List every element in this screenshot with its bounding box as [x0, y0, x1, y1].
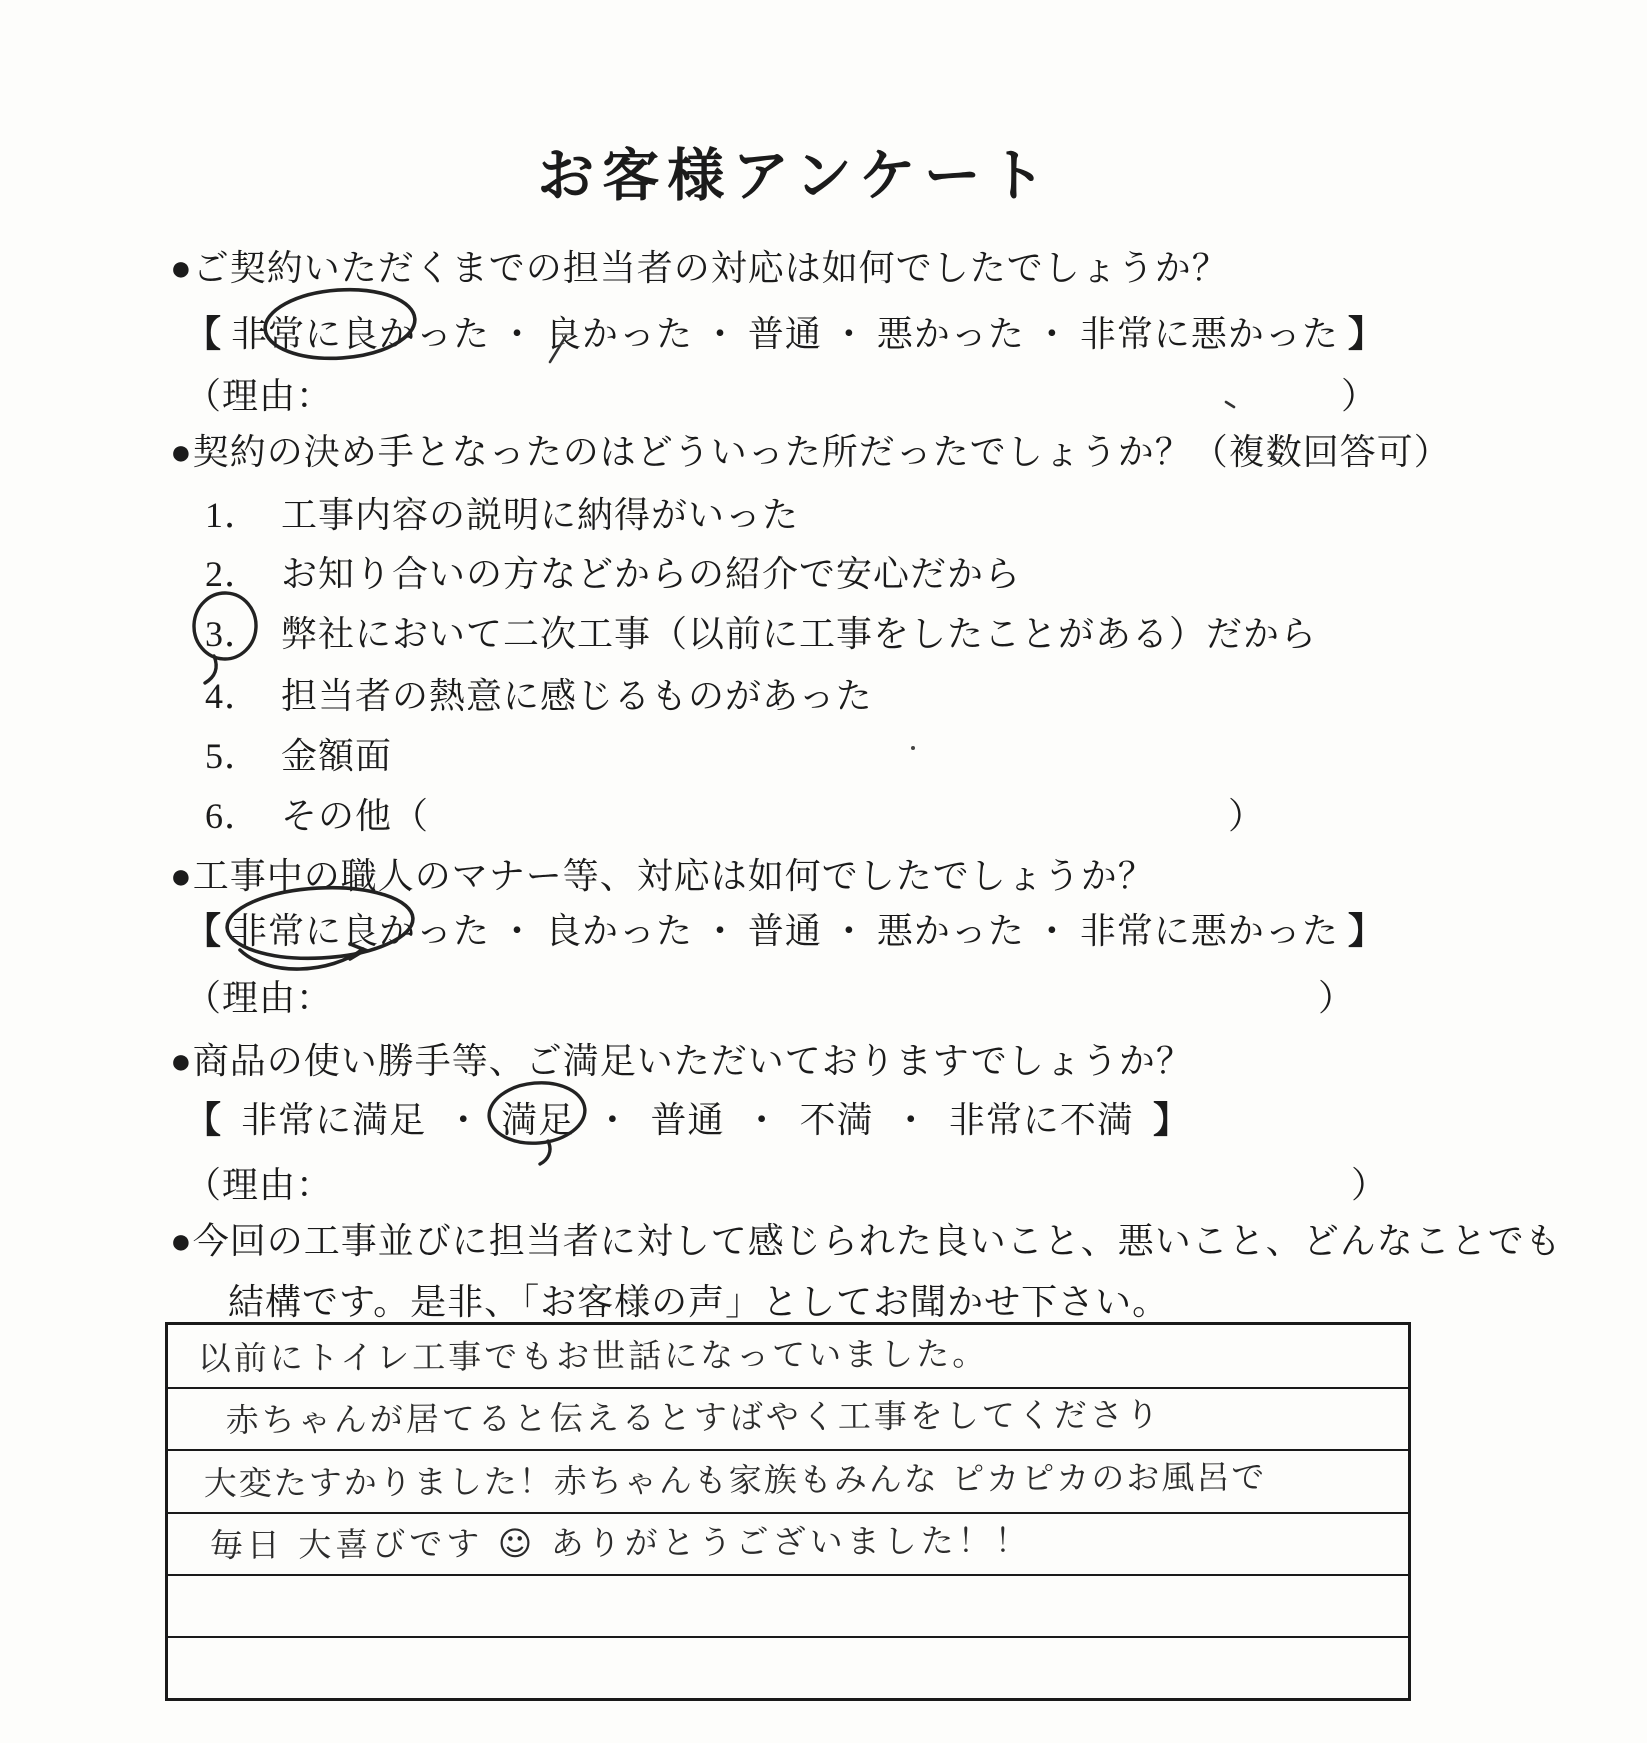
- question-4-options: [185, 1092, 1190, 1143]
- q3-option-very-good: 非常に良かった: [230, 911, 490, 951]
- option-separator: ・: [1033, 911, 1071, 951]
- item-text: 弊社において二次工事（以前に工事をしたことがある）だから: [281, 614, 1318, 654]
- handwritten-text: 以前にトイレ工事でもお世話になっていました。: [197, 1334, 989, 1378]
- option-separator: ・: [830, 314, 868, 354]
- q2-item-4: [205, 668, 873, 719]
- item-text: 担当者の熱意に感じるものがあった: [281, 676, 873, 716]
- question-5-label-line1: ●今回の工事並びに担当者に対して感じられた良いこと、悪いこと、どんなことでも: [170, 1221, 1562, 1261]
- comment-box: [165, 1322, 1411, 1701]
- q4-option-normal: 普通: [650, 1100, 725, 1140]
- reason-close-paren: ）: [1340, 376, 1378, 416]
- comment-row-2: [168, 1387, 1408, 1449]
- q2-item-5: [205, 728, 392, 779]
- option-separator: ・: [701, 314, 739, 354]
- option-separator: ・: [445, 1100, 483, 1140]
- option-separator: ・: [498, 911, 536, 951]
- item-text: 工事内容の説明に納得がいった: [281, 495, 800, 535]
- question-1-reason-line: [185, 368, 1378, 419]
- q3-option-very-bad: 非常に悪かった: [1079, 911, 1339, 951]
- q3-option-normal: 普通: [747, 911, 822, 951]
- bracket-open: 【: [185, 911, 223, 951]
- reason-label: （理由：: [185, 376, 334, 416]
- item-number: 4．: [205, 676, 262, 716]
- bracket-open: 【: [185, 1100, 223, 1140]
- comment-row-5: [168, 1574, 1408, 1636]
- item-number: 3．: [205, 614, 262, 654]
- question-3-label: ●工事中の職人のマナー等、対応は如何でしたでしょうか？: [170, 856, 1155, 896]
- q1-option-normal: 普通: [747, 314, 822, 354]
- q1-option-good: 良かった: [544, 314, 693, 354]
- item-number: 1．: [205, 495, 262, 535]
- reason-close-paren: ）: [1317, 978, 1355, 1018]
- page-title: お客様アンケート: [537, 144, 1054, 208]
- q2-item-1: [205, 487, 799, 538]
- bracket-open: 【: [185, 314, 223, 354]
- q1-option-very-bad: 非常に悪かった: [1079, 314, 1339, 354]
- item-number: 2．: [205, 554, 262, 594]
- handwritten-text: 大変たすかりました！赤ちゃんも家族もみんな ピカピカのお風呂で: [203, 1456, 1267, 1503]
- q2-item-3: [205, 606, 1317, 657]
- comment-row-1: [168, 1325, 1408, 1387]
- reason-label: （理由：: [185, 1165, 334, 1205]
- q4-option-very-satisfied: 非常に満足: [241, 1100, 427, 1140]
- q2-item-2: [205, 546, 1021, 597]
- comment-row-6: [168, 1636, 1408, 1698]
- comment-row-4: [168, 1512, 1408, 1574]
- bracket-close: 】: [1347, 314, 1385, 354]
- q4-option-satisfied: 満足: [501, 1100, 576, 1140]
- q3-option-good: 良かった: [544, 911, 693, 951]
- question-1-label: ●ご契約いただくまでの担当者の対応は如何でしたでしょうか？: [170, 248, 1229, 288]
- item-text: 金額面: [281, 736, 393, 776]
- handwritten-text: 毎日 大喜びです ☺ ありがとうございました！！: [209, 1520, 1032, 1565]
- question-3-options: [185, 903, 1385, 954]
- item-text: お知り合いの方などからの紹介で安心だから: [281, 554, 1022, 594]
- comment-row-3: [168, 1449, 1408, 1511]
- q1-option-bad: 悪かった: [876, 314, 1025, 354]
- handwritten-text: [168, 1691, 198, 1698]
- option-separator: ・: [594, 1100, 632, 1140]
- item-number: 6．: [205, 796, 262, 836]
- question-2-label: ●契約の決め手となったのはどういった所だったでしょうか？（複数回答可）: [170, 432, 1451, 472]
- other-close-paren: ）: [1227, 796, 1265, 836]
- handwritten-text: [168, 1629, 198, 1636]
- q1-option-very-good: 非常に良かった: [230, 314, 490, 354]
- question-4-reason-line: [185, 1157, 1388, 1208]
- question-1-options: [185, 306, 1385, 357]
- q2-item-6: [205, 788, 1265, 839]
- option-separator: ・: [743, 1100, 781, 1140]
- q3-option-bad: 悪かった: [876, 911, 1025, 951]
- option-separator: ・: [701, 911, 739, 951]
- reason-label: （理由：: [185, 978, 334, 1018]
- option-separator: ・: [1033, 314, 1071, 354]
- handwritten-text: 赤ちゃんが居てると伝えるとすばやく工事をしてくださり: [225, 1395, 1162, 1440]
- option-separator: ・: [892, 1100, 930, 1140]
- q4-option-very-dissatisfied: 非常に不満: [948, 1100, 1134, 1140]
- q4-option-dissatisfied: 不満: [799, 1100, 874, 1140]
- option-separator: ・: [830, 911, 868, 951]
- bracket-close: 】: [1347, 911, 1385, 951]
- question-5-label-line2: 結構です。是非、「お客様の声」としてお聞かせ下さい。: [228, 1282, 1170, 1322]
- bracket-close: 】: [1152, 1100, 1190, 1140]
- item-number: 5．: [205, 736, 262, 776]
- scan-artifact: [911, 746, 915, 750]
- question-4-label: ●商品の使い勝手等、ご満足いただいておりますでしょうか？: [170, 1041, 1193, 1081]
- reason-close-paren: ）: [1350, 1165, 1388, 1205]
- item-text: その他（: [281, 796, 430, 836]
- question-3-reason-line: [185, 970, 1355, 1021]
- option-separator: ・: [498, 314, 536, 354]
